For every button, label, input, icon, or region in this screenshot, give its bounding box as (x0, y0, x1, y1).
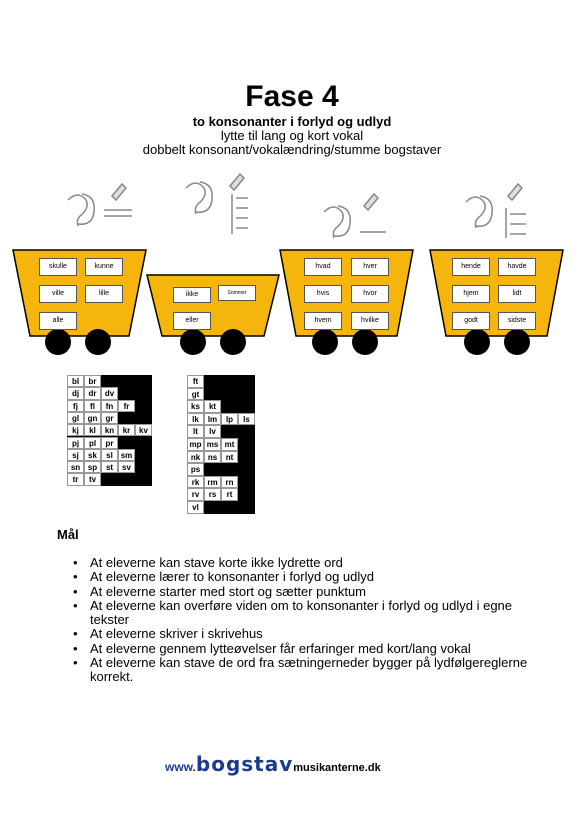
consonant-cluster-cell: sv (118, 461, 135, 473)
consonant-cluster-cell: dr (84, 387, 101, 399)
word-card: ikke (173, 287, 211, 303)
consonant-cluster-cell: kn (101, 424, 118, 436)
consonant-cluster-cell: sl (101, 449, 118, 461)
consonant-cluster-cell: dj (67, 387, 84, 399)
consonant-cluster-cell: gr (101, 412, 118, 424)
consonant-cluster-cell: rv (187, 488, 204, 501)
consonant-cluster-cell: lt (187, 425, 204, 438)
goal-item: • At eleverne kan stave korte ikke lydrette ord (73, 556, 533, 570)
word-card: kunne (85, 258, 123, 276)
consonant-cluster-cell: ps (187, 463, 204, 476)
consonant-cluster-cell: dv (101, 387, 118, 399)
wagon-4 (430, 250, 563, 355)
consonant-cluster-cell: gt (187, 388, 204, 401)
goal-item: • At eleverne kan stave de ord fra sætningerneder bygger på lydfølgereglerne korrekt. (73, 656, 533, 685)
consonant-cluster-cell: ls (238, 413, 255, 426)
consonant-cluster-cell: sk (84, 449, 101, 461)
consonant-cluster-cell: ks (187, 400, 204, 413)
word-card: lille (85, 285, 123, 303)
wagon-2 (147, 275, 279, 355)
ear-pencil-icon (186, 174, 248, 234)
consonant-cluster-cell: sm (118, 449, 135, 461)
consonant-cluster-cell: lk (187, 413, 204, 426)
consonant-cluster-cell: lm (204, 413, 221, 426)
wagon-1 (13, 250, 146, 355)
consonant-cluster-cell: fn (101, 400, 118, 412)
consonant-cluster-cell: sj (67, 449, 84, 461)
consonant-cluster-cell: tv (84, 473, 101, 485)
goals-list (73, 556, 533, 685)
word-card: hvad (304, 258, 342, 276)
consonant-cluster-cell: rk (187, 476, 204, 489)
consonant-cluster-cell: kj (67, 424, 84, 436)
subtitle-1: to konsonanter i forlyd og udlyd (192, 114, 392, 129)
consonant-cluster-cell: nk (187, 451, 204, 464)
consonant-cluster-cell: rm (204, 476, 221, 489)
consonant-cluster-cell: gl (67, 412, 84, 424)
consonant-cluster-cell: kl (84, 424, 101, 436)
consonant-cluster-cell: fj (67, 400, 84, 412)
consonant-cluster-cell: tr (67, 473, 84, 485)
goals-heading: Mål (57, 527, 79, 542)
consonant-cluster-cell: ft (187, 375, 204, 388)
ear-pencil-icon (324, 194, 386, 238)
word-card: hvor (351, 285, 389, 303)
word-card: hvilke (351, 312, 389, 330)
wagon-3 (280, 250, 413, 355)
consonant-cluster-cell: fl (84, 400, 101, 412)
consonant-cluster-cell: nt (221, 451, 238, 464)
consonant-cluster-cell: rs (204, 488, 221, 501)
goal-item: • At eleverne gennem lytteøvelser får erfaringer med kort/lang vokal (73, 642, 533, 656)
word-card: hvem (304, 312, 342, 330)
page-title: Fase 4 (245, 80, 339, 113)
consonant-cluster-cell: vl (187, 501, 204, 514)
consonant-cluster-cell: ms (204, 438, 221, 451)
word-card: eller (173, 312, 211, 330)
consonant-cluster-cell: kr (118, 424, 135, 436)
consonant-cluster-cell: kv (135, 424, 152, 436)
consonant-cluster-cell: ns (204, 451, 221, 464)
word-card: hver (351, 258, 389, 276)
footer-suffix: musikanterne.dk (293, 762, 381, 774)
goal-item: • At eleverne lærer to konsonanter i forlyd og udlyd (73, 570, 533, 584)
word-card: alle (39, 312, 77, 330)
word-card: Sommer (218, 285, 256, 301)
consonant-cluster-cell: bl (67, 375, 84, 387)
consonant-cluster-cell: br (84, 375, 101, 387)
consonant-cluster-cell: fr (118, 400, 135, 412)
consonant-cluster-cell: lv (204, 425, 221, 438)
word-card: lidt (498, 285, 536, 303)
subtitle-2: lytte til lang og kort vokal (220, 128, 364, 143)
word-card: godt (452, 312, 490, 330)
consonant-cluster-cell: kt (204, 400, 221, 413)
footer-link[interactable] (165, 752, 425, 776)
consonant-cluster-cell: mp (187, 438, 204, 451)
word-card: sidste (498, 312, 536, 330)
consonant-cluster-cell: pj (67, 437, 84, 449)
footer-prefix: www. (165, 760, 196, 774)
consonant-cluster-cell: gn (84, 412, 101, 424)
word-card: skulle (39, 258, 77, 276)
consonant-cluster-cell: pl (84, 437, 101, 449)
word-card: ville (39, 285, 77, 303)
consonant-cluster-cell: rt (221, 488, 238, 501)
goal-item: • At eleverne kan overføre viden om to konsonanter i forlyd og udlyd i egne tekster (73, 599, 533, 628)
consonant-cluster-cell: rn (221, 476, 238, 489)
consonant-cluster-cell: sp (84, 461, 101, 473)
ear-pencil-icon (466, 184, 526, 238)
consonant-cluster-cell: st (101, 461, 118, 473)
consonant-cluster-cell: sn (67, 461, 84, 473)
word-card: hvis (304, 285, 342, 303)
word-card: hende (452, 258, 490, 276)
word-card: hjem (452, 285, 490, 303)
consonant-cluster-cell: pr (101, 437, 118, 449)
word-card: havde (498, 258, 536, 276)
goal-item: • At eleverne starter med stort og sætter punktum (73, 585, 533, 599)
footer-brand-logo: bogstav (195, 752, 294, 776)
subtitle-3: dobbelt konsonant/vokalændring/stumme bogstaver (142, 142, 442, 157)
goal-item: • At eleverne skriver i skrivehus (73, 627, 533, 641)
consonant-cluster-cell: mt (221, 438, 238, 451)
consonant-cluster-cell: lp (221, 413, 238, 426)
ear-pencil-icon (68, 184, 132, 226)
